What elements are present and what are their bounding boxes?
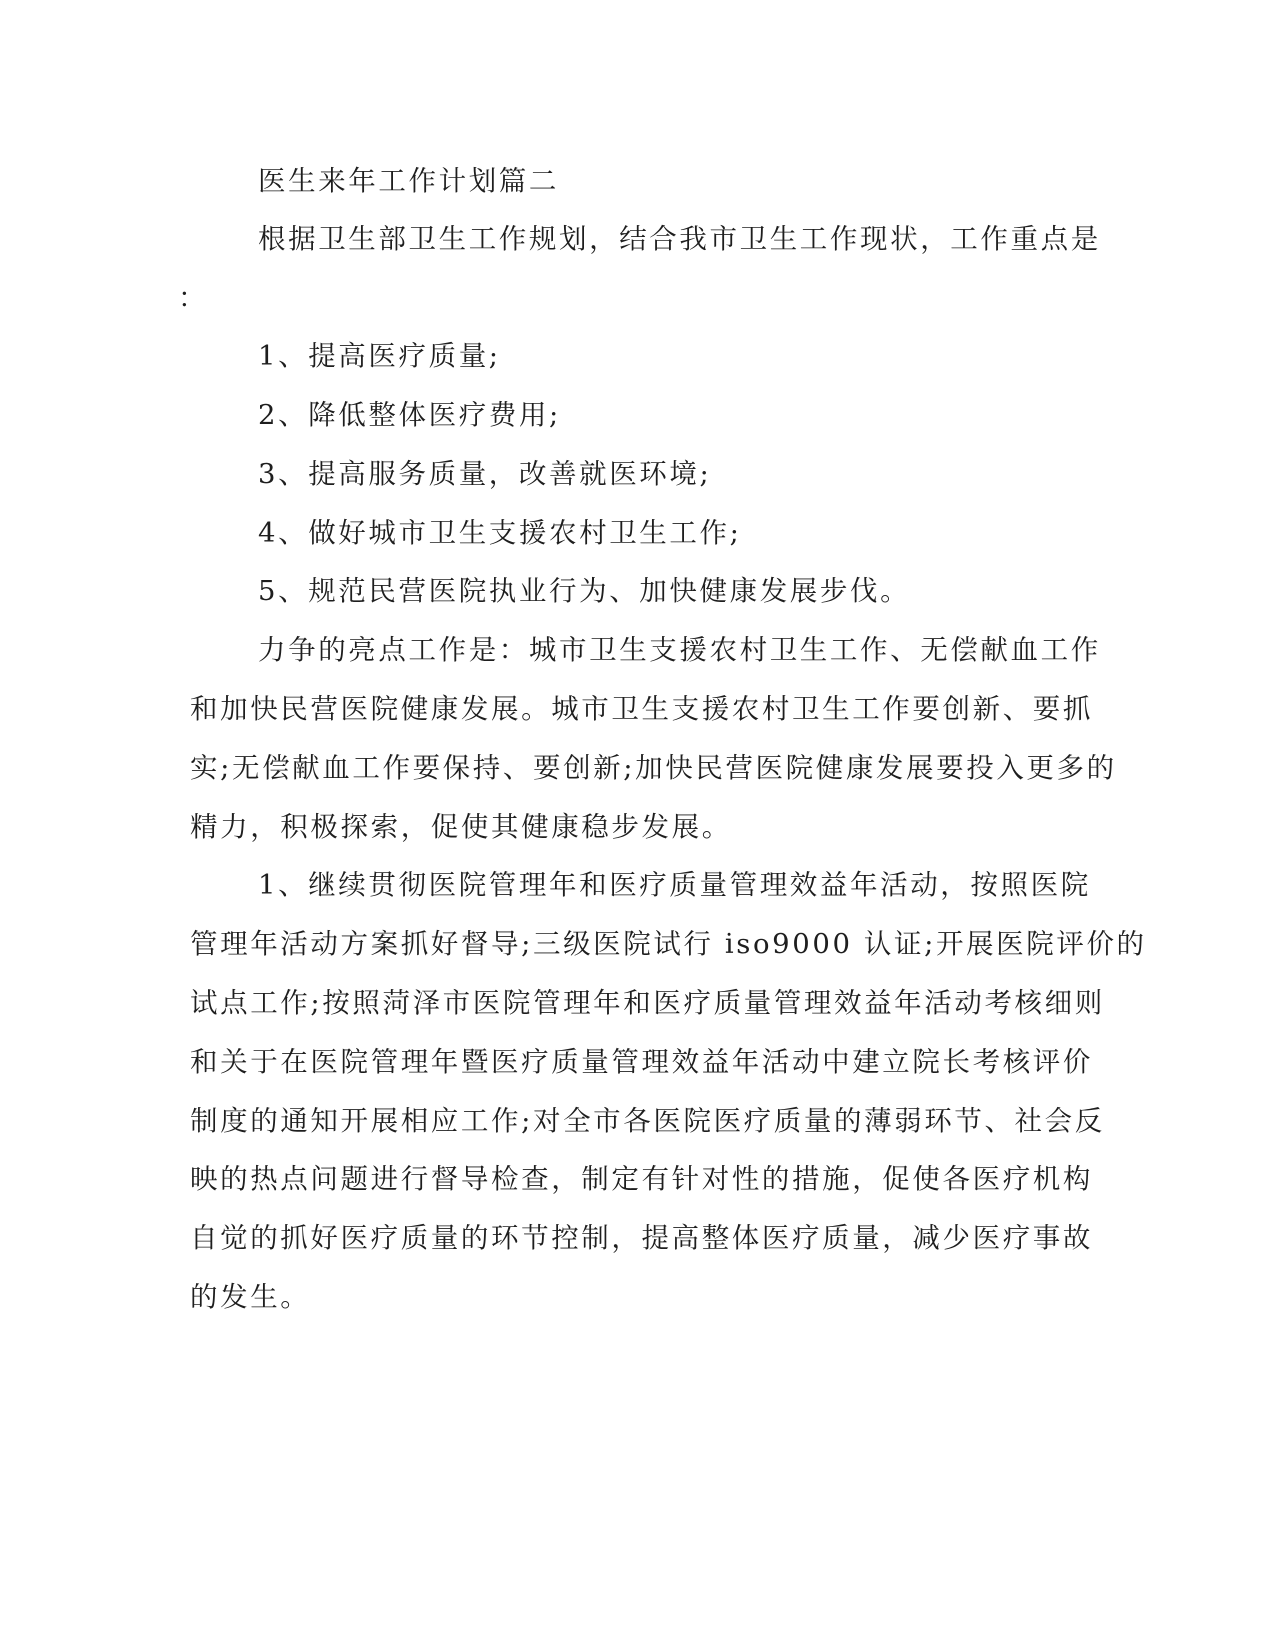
key-point: 1、提高医疗质量; <box>258 340 501 372</box>
paragraph-line: 试点工作;按照菏泽市医院管理年和医疗质量管理效益年活动考核细则 <box>190 987 1105 1019</box>
intro-line: 根据卫生部卫生工作规划，结合我市卫生工作现状，工作重点是 <box>258 223 1101 255</box>
intro-line: ： <box>178 282 209 314</box>
key-point: 3、提高服务质量，改善就医环境; <box>258 458 712 490</box>
paragraph-line: 管理年活动方案抓好督导;三级医院试行 iso9000 认证;开展医院评价的 <box>190 928 1147 960</box>
paragraph-line: 映的热点问题进行督导检查，制定有针对性的措施，促使各医疗机构 <box>190 1163 1093 1195</box>
paragraph-line: 制度的通知开展相应工作;对全市各医院医疗质量的薄弱环节、社会反 <box>190 1105 1105 1137</box>
key-point: 5、规范民营医院执业行为、加快健康发展步伐。 <box>258 575 911 607</box>
paragraph-line: 1、继续贯彻医院管理年和医疗质量管理效益年活动，按照医院 <box>258 869 1091 901</box>
document-title: 医生来年工作计划篇二 <box>258 165 559 197</box>
paragraph-line: 和关于在医院管理年暨医疗质量管理效益年活动中建立院长考核评价 <box>190 1046 1093 1078</box>
paragraph-line: 力争的亮点工作是：城市卫生支援农村卫生工作、无偿献血工作 <box>258 634 1101 666</box>
paragraph-line: 的发生。 <box>190 1281 311 1313</box>
paragraph-line: 实;无偿献血工作要保持、要创新;加快民营医院健康发展要投入更多的 <box>190 752 1117 784</box>
paragraph-line: 和加快民营医院健康发展。城市卫生支援农村卫生工作要创新、要抓 <box>190 693 1093 725</box>
paragraph-line: 精力，积极探索，促使其健康稳步发展。 <box>190 811 732 843</box>
paragraph-line: 自觉的抓好医疗质量的环节控制，提高整体医疗质量，减少医疗事故 <box>190 1222 1093 1254</box>
key-point: 2、降低整体医疗费用; <box>258 399 561 431</box>
key-point: 4、做好城市卫生支援农村卫生工作; <box>258 517 742 549</box>
